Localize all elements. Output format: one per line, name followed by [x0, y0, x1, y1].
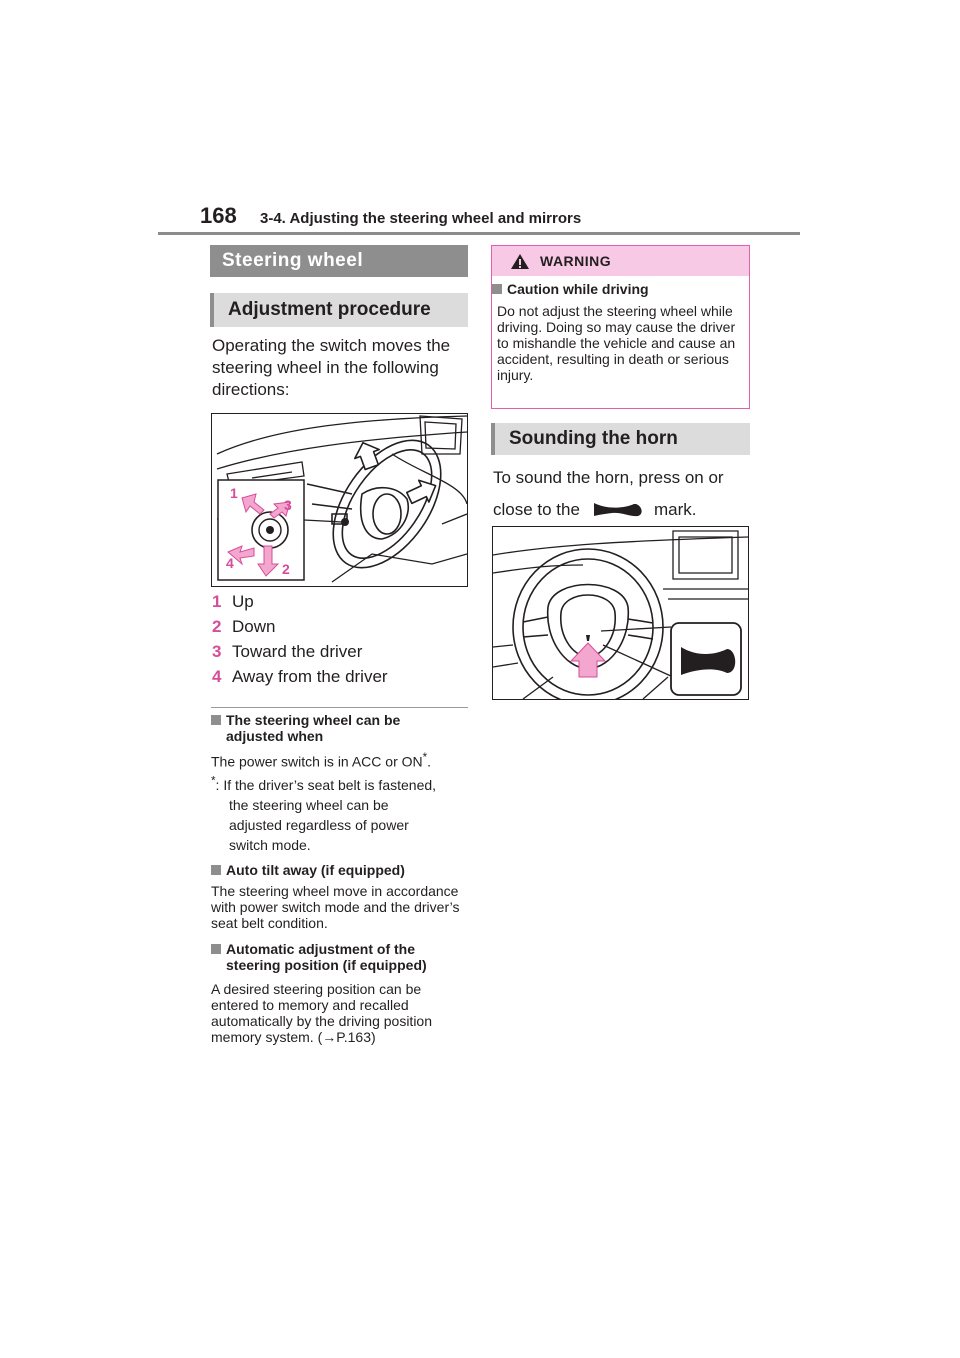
steering-wheel-heading: Steering wheel [210, 245, 468, 277]
steering-adjust-illustration [211, 413, 468, 587]
note-heading-adjusted-when: The steering wheel can be adjusted when [211, 712, 468, 744]
warning-triangle-icon [510, 253, 530, 270]
note-heading-auto-tilt: Auto tilt away (if equipped) [211, 862, 468, 878]
note-text-auto-tilt: The steering wheel move in accordance with power switch mode and the driver’s seat belt condition. [211, 883, 460, 931]
note-heading-auto-adjust: Automatic adjustment of the steering position (if equipped) [211, 941, 468, 973]
page-number: 168 [200, 203, 237, 228]
warning-title: WARNING [540, 253, 612, 269]
warning-text: Do not adjust the steering wheel while driving. Doing so may cause the driver to mishandle the vehicle and cause an accident, resulting in death or serious injury. [497, 303, 736, 383]
footnote: *: If the driver’s seat belt is fastened, the steering wheel can be adjusted regardless of power switch mode. [211, 774, 437, 853]
figure-label-3: 3 [284, 497, 292, 513]
warning-subheading: Caution while driving [492, 281, 649, 297]
section-title: 3-4. Adjusting the steering wheel and mirrors [260, 210, 582, 227]
horn-illustration [492, 526, 749, 700]
step-up: 1 Up [212, 592, 254, 611]
figure-label-4: 4 [226, 555, 234, 571]
adjustment-procedure-heading: Adjustment procedure [210, 293, 468, 327]
section-divider [211, 707, 468, 708]
warning-box [491, 245, 750, 409]
horn-icon [592, 500, 646, 518]
square-bullet-icon [211, 865, 221, 875]
note-text-adjusted-when: The power switch is in ACC or ON*. [211, 751, 432, 770]
warning-header [492, 246, 749, 276]
sounding-horn-heading: Sounding the horn [491, 423, 750, 455]
figure-label-2: 2 [282, 561, 290, 577]
step-down: 2 Down [212, 617, 276, 636]
step-toward: 3 Toward the driver [212, 642, 363, 661]
intro-text: Operating the switch moves the steering wheel in the following directions: [212, 336, 451, 399]
square-bullet-icon [492, 284, 502, 294]
figure-label-1: 1 [230, 485, 238, 501]
horn-instruction: To sound the horn, press on or close to the mark. [493, 468, 724, 519]
header-rule [158, 232, 800, 235]
square-bullet-icon [211, 715, 221, 725]
note-text-auto-adjust: A desired steering position can be entered to memory and recalled automatically by the driving position memory system. (→P.163) [211, 981, 433, 1045]
square-bullet-icon [211, 944, 221, 954]
step-away: 4 Away from the driver [212, 667, 388, 686]
